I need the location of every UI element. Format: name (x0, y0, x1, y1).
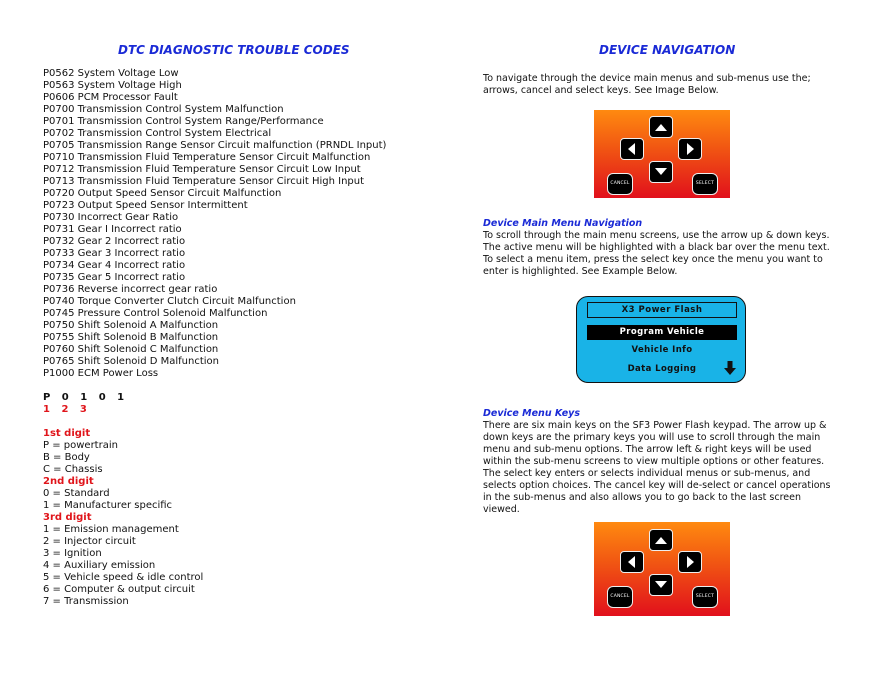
legend-section-heading: 3rd digit (43, 512, 92, 523)
dtc-code-item: P0723 Output Speed Sensor Intermittent (43, 200, 248, 211)
dtc-code-item: P0562 System Voltage Low (43, 68, 179, 79)
main-menu-heading: Device Main Menu Navigation (483, 218, 643, 229)
dtc-code-item: P0735 Gear 5 Incorrect ratio (43, 272, 186, 283)
legend-line: B = Body (43, 452, 90, 463)
screen-title: X3 Power Flash (587, 302, 737, 318)
main-menu-text: To scroll through the main menu screens, use the arrow up & down keys. The active menu will be highlighted with a black bar over the menu text. To select a menu item, press the select key once the menu you want to enter is highlighted. See Example Below. (483, 230, 830, 277)
dtc-code-item: P0760 Shift Solenoid C Malfunction (43, 344, 219, 355)
dtc-code-item: P0702 Transmission Control System Electrical (43, 128, 272, 139)
cancel-key-2: CANCEL (607, 586, 633, 608)
menu-keys-section (483, 408, 835, 516)
legend-section-heading: 2nd digit (43, 476, 94, 487)
legend-line: 7 = Transmission (43, 596, 129, 607)
pattern-digits: 1 2 3 (43, 404, 91, 415)
digit-legend (43, 428, 203, 608)
legend-line: 1 = Manufacturer specific (43, 500, 173, 511)
arrow-down-key (649, 161, 673, 183)
main-menu-section (483, 218, 835, 278)
dtc-code-item: P0731 Gear I Incorrect ratio (43, 224, 182, 235)
arrow-right-icon (683, 143, 697, 155)
arrow-down-icon (654, 166, 668, 178)
legend-line: 5 = Vehicle speed & idle control (43, 572, 204, 583)
menu-keys-text: There are six main keys on the SF3 Power Flash keypad. The arrow up & down keys are the primary keys you will use to scroll through the main menu and sub-menu options. The arrow left & right keys will be used within the sub-menu screens to view multiple options or other features. The select key enters or selects individual menus or sub-menus, and selects option choices. The cancel key will de-select or cancel operations in the sub-menus and also allows you to go back to the last screen viewed. (483, 420, 831, 515)
dtc-code-item: P0700 Transmission Control System Malfunction (43, 104, 284, 115)
dtc-code-item: P0733 Gear 3 Incorrect ratio (43, 248, 186, 259)
nav-title: DEVICE NAVIGATION (599, 43, 736, 57)
dtc-code-item: P0750 Shift Solenoid A Malfunction (43, 320, 219, 331)
dtc-code-item: P0740 Torque Converter Clutch Circuit Malfunction (43, 296, 296, 307)
keypad-image-2 (594, 522, 730, 616)
dtc-code-item: P0730 Incorrect Gear Ratio (43, 212, 179, 223)
code-pattern (43, 392, 128, 416)
dtc-code-item: P0606 PCM Processor Fault (43, 92, 178, 103)
arrow-up-key (649, 116, 673, 138)
keypad-image (594, 110, 730, 198)
arrow-left-icon (625, 143, 639, 155)
legend-line: 4 = Auxiliary emission (43, 560, 156, 571)
dtc-code-item: P0713 Transmission Fluid Temperature Sensor Circuit High Input (43, 176, 365, 187)
legend-line: 0 = Standard (43, 488, 110, 499)
arrow-up-key-2 (649, 529, 673, 551)
dtc-code-item: P0701 Transmission Control System Range/Performance (43, 116, 324, 127)
dtc-code-item: P0563 System Voltage High (43, 80, 182, 91)
arrow-down-key-2 (649, 574, 673, 596)
select-key-2: SELECT (692, 586, 718, 608)
select-key: SELECT (692, 173, 718, 195)
dtc-code-item: P0732 Gear 2 Incorrect ratio (43, 236, 186, 247)
cancel-key: CANCEL (607, 173, 633, 195)
menu-item-vehicle-info: Vehicle Info (631, 345, 693, 355)
dtc-code-item: P0734 Gear 4 Incorrect ratio (43, 260, 186, 271)
arrow-right-key-2 (678, 551, 702, 573)
menu-item-data-logging: Data Logging (627, 364, 697, 374)
scroll-down-icon (724, 361, 736, 376)
dtc-code-item: P0712 Transmission Fluid Temperature Sensor Circuit Low Input (43, 164, 361, 175)
legend-line: P = powertrain (43, 440, 118, 451)
arrow-left-icon (625, 556, 639, 568)
device-screen-example (576, 296, 746, 383)
arrow-left-key (620, 138, 644, 160)
arrow-right-icon (683, 556, 697, 568)
legend-section-heading: 1st digit (43, 428, 91, 439)
arrow-up-icon (654, 534, 668, 546)
dtc-code-item: P1000 ECM Power Loss (43, 368, 159, 379)
dtc-code-list (43, 68, 386, 380)
arrow-down-icon (654, 579, 668, 591)
dtc-code-item: P0705 Transmission Range Sensor Circuit malfunction (PRNDL Input) (43, 140, 387, 151)
dtc-code-item: P0736 Reverse incorrect gear ratio (43, 284, 218, 295)
dtc-code-item: P0720 Output Speed Sensor Circuit Malfunction (43, 188, 282, 199)
dtc-code-item: P0755 Shift Solenoid B Malfunction (43, 332, 219, 343)
menu-item-program-vehicle: Program Vehicle (587, 325, 737, 340)
dtc-code-item: P0710 Transmission Fluid Temperature Sensor Circuit Malfunction (43, 152, 371, 163)
menu-keys-heading: Device Menu Keys (483, 408, 581, 419)
nav-intro: To navigate through the device main menus and sub-menus use the; arrows, cancel and select keys. See Image Below. (483, 73, 811, 96)
legend-line: C = Chassis (43, 464, 103, 475)
legend-line: 3 = Ignition (43, 548, 102, 559)
arrow-left-key-2 (620, 551, 644, 573)
legend-line: 6 = Computer & output circuit (43, 584, 195, 595)
arrow-right-key (678, 138, 702, 160)
arrow-up-icon (654, 121, 668, 133)
dtc-title: DTC DIAGNOSTIC TROUBLE CODES (118, 43, 350, 57)
legend-line: 1 = Emission management (43, 524, 179, 535)
dtc-code-item: P0745 Pressure Control Solenoid Malfunction (43, 308, 268, 319)
dtc-code-item: P0765 Shift Solenoid D Malfunction (43, 356, 219, 367)
legend-line: 2 = Injector circuit (43, 536, 136, 547)
pattern-code: P 0 1 0 1 (43, 392, 129, 403)
